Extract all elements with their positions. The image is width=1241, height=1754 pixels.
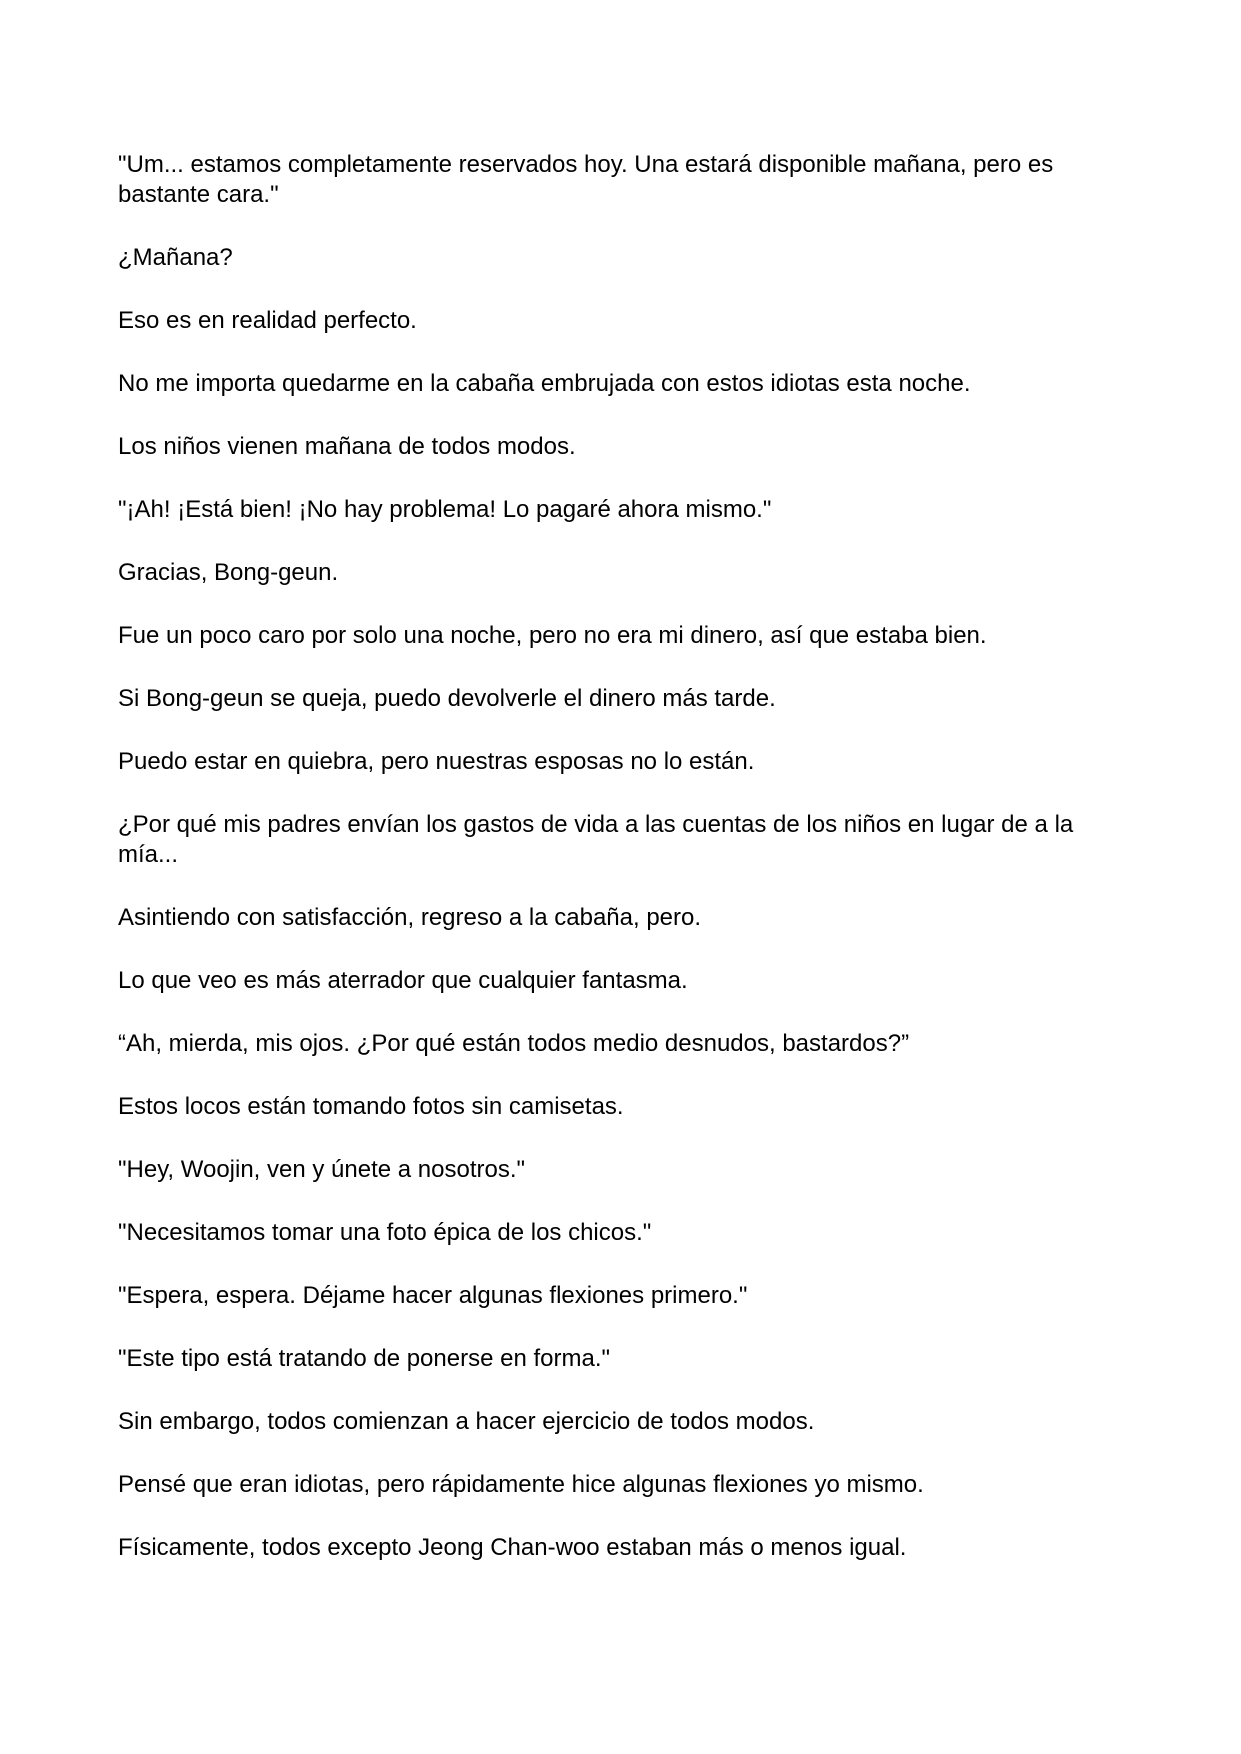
- paragraph: ¿Mañana?: [118, 244, 233, 271]
- paragraph: Los niños vienen mañana de todos modos.: [118, 433, 576, 460]
- paragraph: "Este tipo está tratando de ponerse en forma.": [118, 1345, 610, 1372]
- paragraph: "¡Ah! ¡Está bien! ¡No hay problema! Lo pagaré ahora mismo.": [118, 496, 772, 523]
- paragraph: "Espera, espera. Déjame hacer algunas flexiones primero.": [118, 1282, 748, 1309]
- paragraph: Fue un poco caro por solo una noche, pero no era mi dinero, así que estaba bien.: [118, 622, 987, 649]
- paragraph: No me importa quedarme en la cabaña embrujada con estos idiotas esta noche.: [118, 370, 971, 397]
- paragraph: “Ah, mierda, mis ojos. ¿Por qué están todos medio desnudos, bastardos?”: [118, 1030, 910, 1057]
- paragraph: Puedo estar en quiebra, pero nuestras esposas no lo están.: [118, 748, 755, 775]
- paragraph: Lo que veo es más aterrador que cualquier fantasma.: [118, 967, 688, 994]
- paragraph: Físicamente, todos excepto Jeong Chan-woo estaban más o menos igual.: [118, 1534, 907, 1561]
- paragraph: Sin embargo, todos comienzan a hacer ejercicio de todos modos.: [118, 1408, 815, 1435]
- document-body: [118, 150, 1128, 1596]
- paragraph: Gracias, Bong-geun.: [118, 559, 339, 586]
- paragraph: "Um... estamos completamente reservados hoy. Una estará disponible mañana, pero es bastante cara.": [118, 151, 1054, 208]
- paragraph: Si Bong-geun se queja, puedo devolverle el dinero más tarde.: [118, 685, 776, 712]
- paragraph: Eso es en realidad perfecto.: [118, 307, 417, 334]
- paragraph: Pensé que eran idiotas, pero rápidamente hice algunas flexiones yo mismo.: [118, 1471, 924, 1498]
- paragraph: "Hey, Woojin, ven y únete a nosotros.": [118, 1156, 526, 1183]
- paragraph: "Necesitamos tomar una foto épica de los chicos.": [118, 1219, 652, 1246]
- paragraph: Asintiendo con satisfacción, regreso a la cabaña, pero.: [118, 904, 702, 931]
- paragraph: Estos locos están tomando fotos sin camisetas.: [118, 1093, 624, 1120]
- paragraph: ¿Por qué mis padres envían los gastos de vida a las cuentas de los niños en lugar de a la mía...: [118, 811, 1074, 868]
